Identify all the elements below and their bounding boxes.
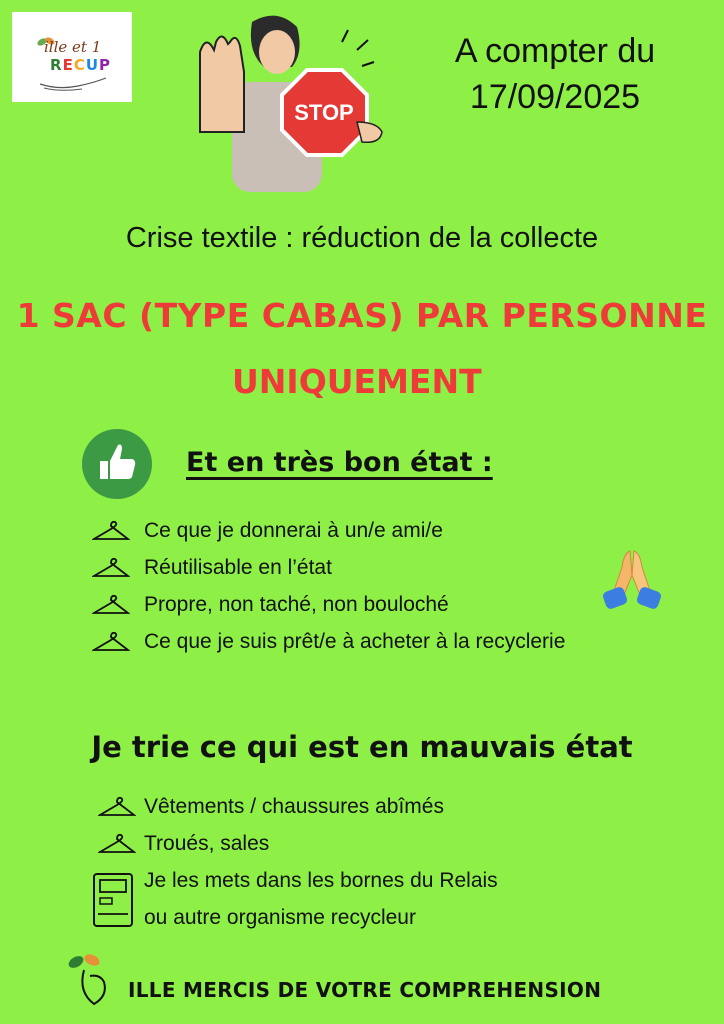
hanger-icon [92, 557, 130, 579]
list-item [92, 512, 612, 549]
hanger-icon [92, 520, 130, 542]
logo-letter: C [73, 56, 86, 74]
logo-letter: U [85, 56, 100, 74]
list-item [98, 788, 658, 825]
thumbs-up-icon [82, 429, 152, 499]
thumbs-up-icon-graphic [82, 429, 152, 499]
logo-recup-text [50, 56, 111, 74]
stop-person-illustration [192, 12, 392, 192]
logo-letter: P [99, 56, 112, 74]
sprout-logo-icon [64, 952, 114, 1008]
stop-sign-text: STOP [294, 100, 354, 125]
list-item-text: Vêtements / chaussures abîmés [144, 795, 444, 818]
bin-instruction-line-1: Je les mets dans les bornes du Relais [144, 869, 498, 892]
mille-et-1-recup-logo [12, 12, 132, 102]
list-item-text: Propre, non taché, non bouloché [144, 593, 449, 616]
good-condition-heading: Et en très bon état : [186, 447, 493, 478]
bin-instruction [144, 862, 498, 936]
list-item [92, 549, 612, 586]
logo-letter: R [50, 56, 63, 74]
footer-thanks: ILLE MERCIS DE VOTRE COMPREHENSION [128, 978, 602, 1002]
date-line-2: 17/09/2025 [469, 78, 641, 116]
collection-bin-icon [90, 870, 136, 928]
hanger-icon [92, 594, 130, 616]
logo-script-text: ille et 1 [44, 38, 102, 56]
list-item-text: Réutilisable en l’état [144, 556, 332, 579]
highlight-line-1: 1 SAC (TYPE CABAS) PAR PERSONNE [16, 296, 708, 335]
bin-instruction-line-2: ou autre organisme recycleur [144, 906, 416, 929]
hanger-icon [92, 631, 130, 653]
logo-letter: E [62, 56, 74, 74]
start-date-block [410, 28, 700, 120]
bad-condition-heading: Je trie ce qui est en mauvais état [91, 730, 633, 764]
list-item-text: Ce que je suis prêt/e à acheter à la recyclerie [144, 630, 566, 653]
hanger-icon [98, 833, 136, 855]
bad-condition-list [98, 788, 658, 862]
list-item [98, 825, 658, 862]
list-item [92, 586, 612, 623]
hand-icon [38, 74, 108, 92]
hanger-icon [98, 796, 136, 818]
praying-hands-icon [600, 545, 664, 615]
page-title: Crise textile : réduction de la collecte [125, 222, 599, 254]
list-item-text: Troués, sales [144, 832, 270, 855]
good-condition-list [92, 512, 612, 660]
highlight-line-2: UNIQUEMENT [232, 362, 482, 401]
date-line-1: A compter du [454, 32, 656, 70]
list-item-text: Ce que je donnerai à un/e ami/e [144, 519, 443, 542]
list-item [92, 623, 612, 660]
